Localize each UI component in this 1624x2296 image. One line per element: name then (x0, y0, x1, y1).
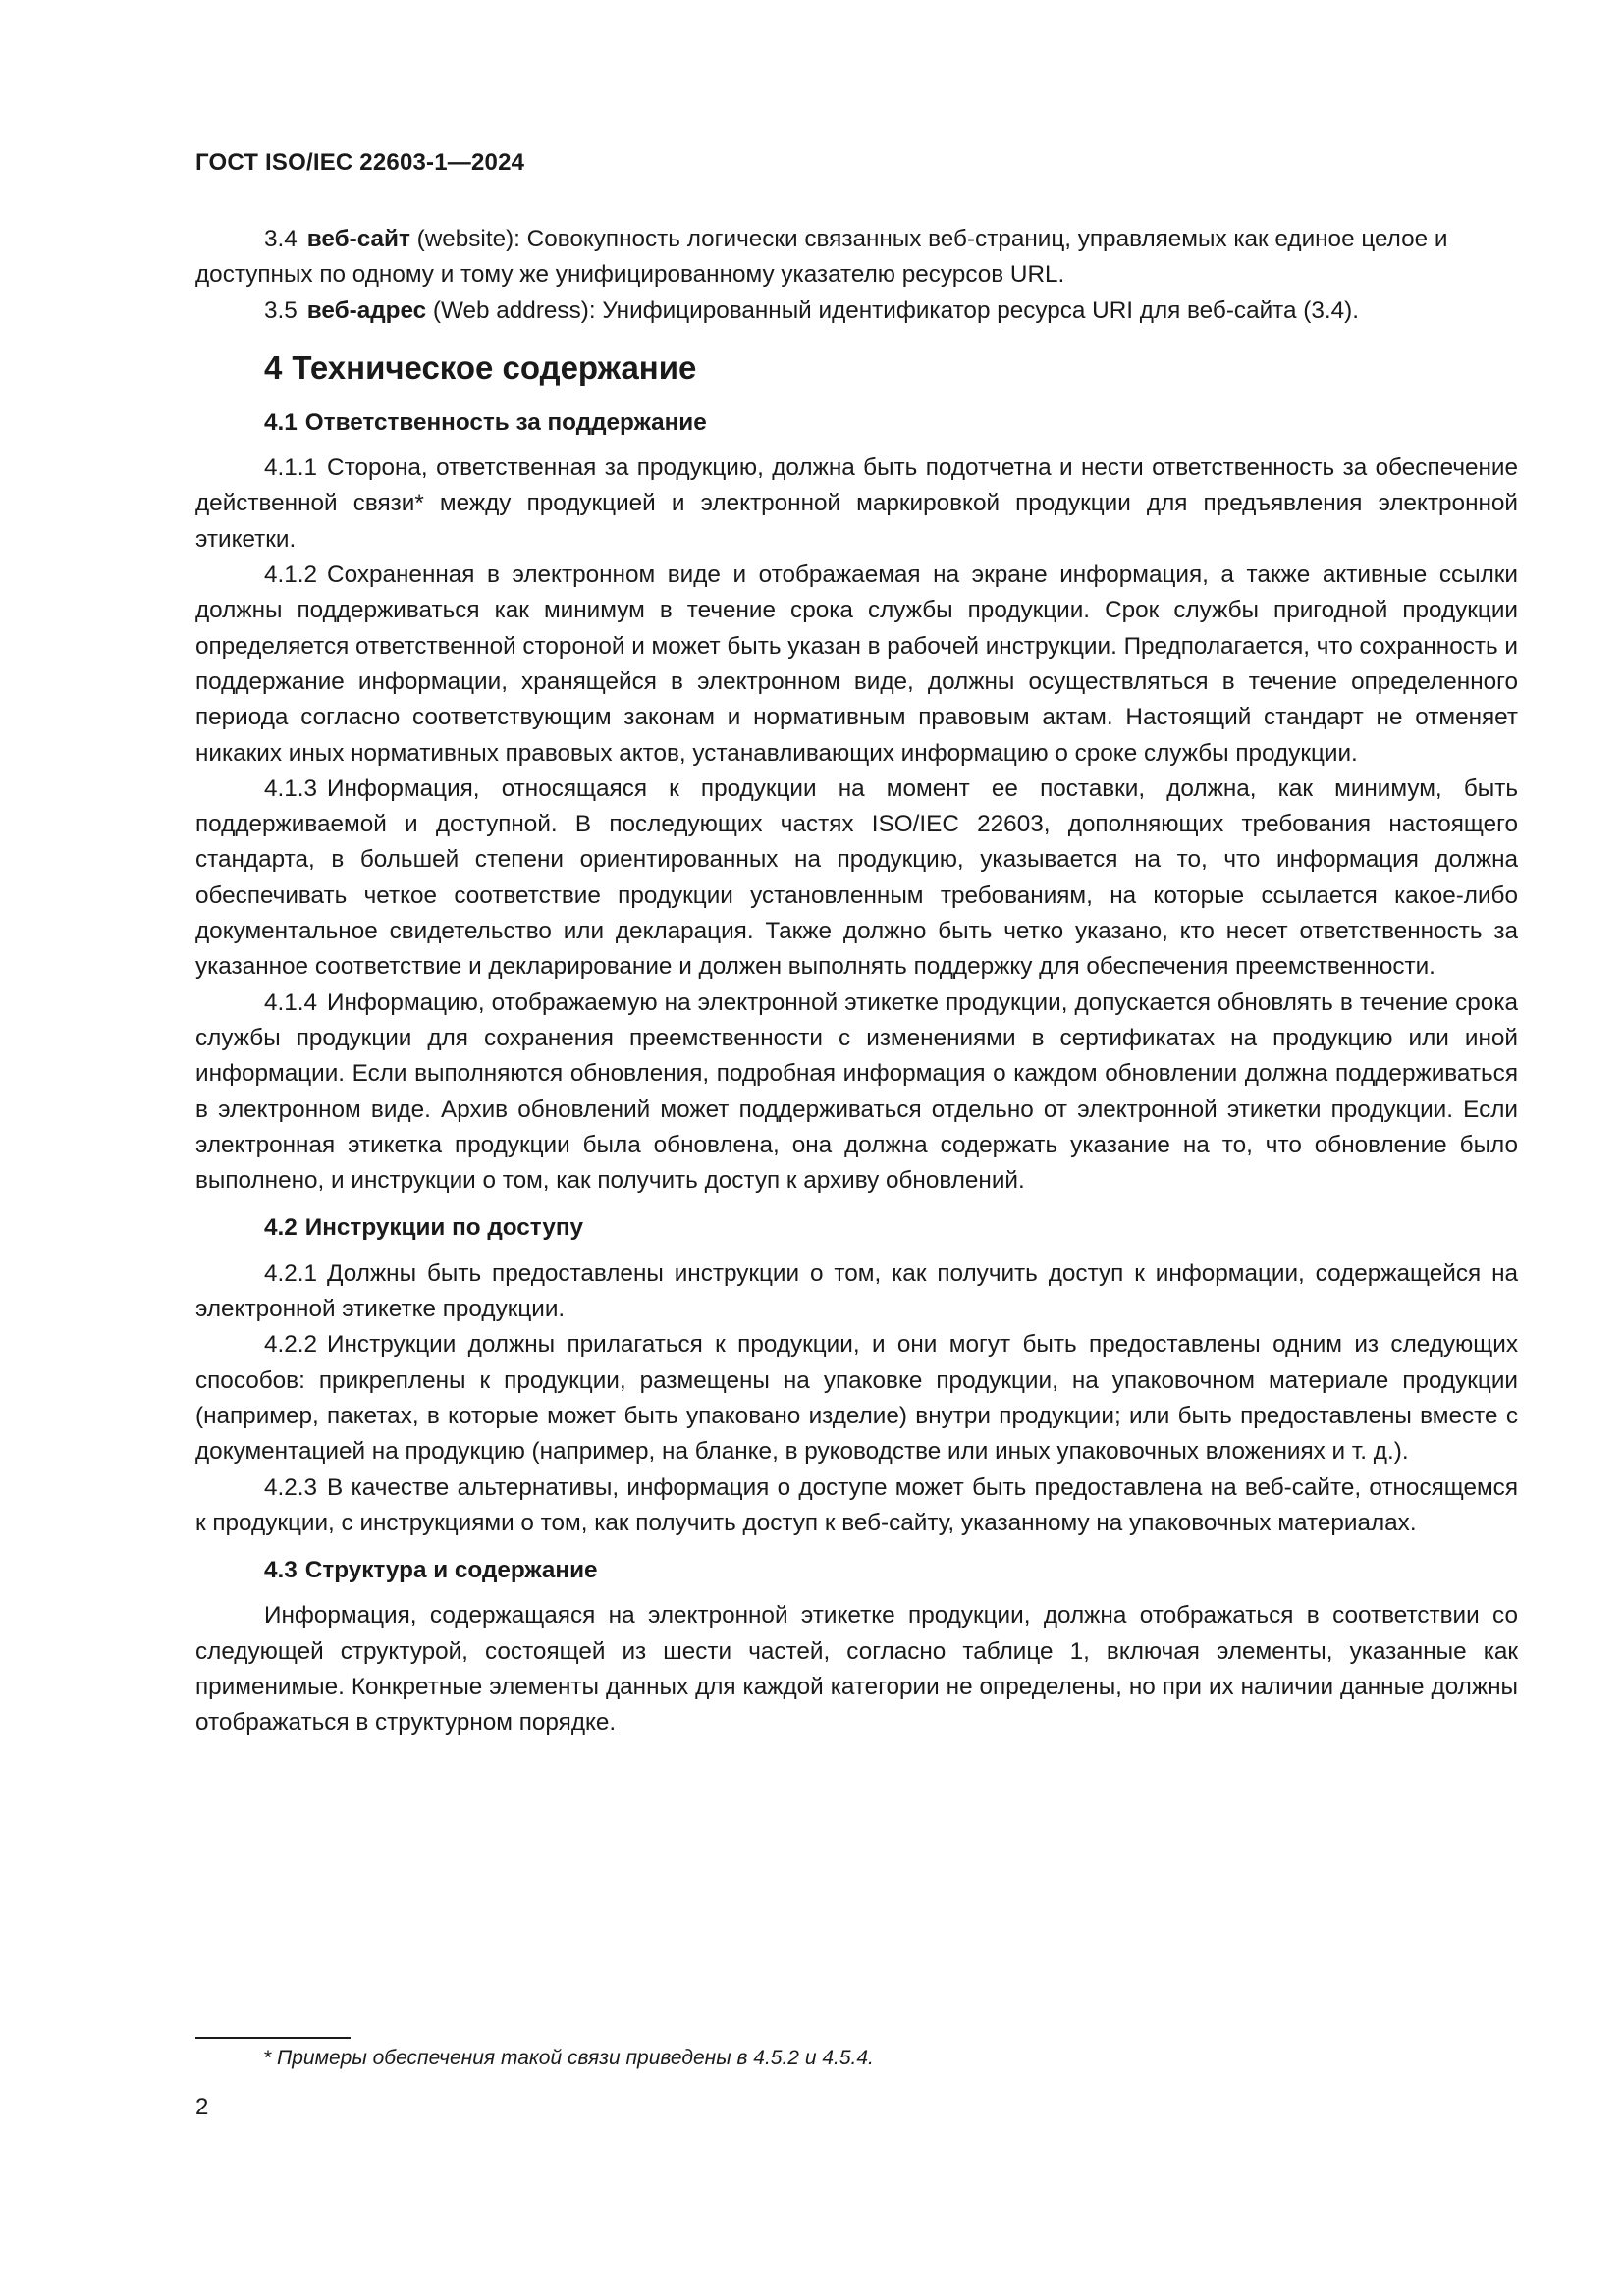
paragraph-4-1-1 (195, 451, 1518, 558)
page-number: 2 (195, 2094, 209, 2120)
definition-term: веб-сайт (306, 226, 410, 252)
section-heading-4 (264, 347, 1518, 390)
paragraph-text: Информацию, отображаемую на электронной этикетке продукции, допускается обновлять в течение срока службы продукции для сохранения преемственности с изменениями в сертификатах на продукцию или иной информации. Если выполняются обновления, подробная информация о каждом обновлении должна поддерживаться в электронном виде. Архив обновлений может поддерживаться отдельно от электронной этикетки продукции. Если электронная этикетка продукции была обновлена, она должна содержать указание на то, что обновление было выполнено, и инструкции о том, как получить доступ к архиву обновлений. (195, 988, 1518, 1195)
section-title: Техническое содержание (292, 348, 697, 386)
document-body (195, 222, 1518, 1741)
subsection-title: Ответственность за поддержание (304, 408, 707, 436)
paragraph-text: Информация, относящаяся к продукции на момент ее поставки, должна, как минимум, быть поддерживаемой и доступной. В последующих частях ISO/IEC 22603, дополняющих требования настоящего стандарта, в большей степени ориентированных на продукцию, указывается на то, что информация должна обеспечивать четкое соответствие продукции установленным требованиям, на которые ссылается какое-либо документальное свидетельство или декларация. Также должно быть четко указано, кто несет ответственность за указанное соответствие и декларирование и должен выполнять поддержку для обеспечения преемственности. (195, 774, 1518, 981)
clause-number: 4.1.2 (264, 561, 318, 589)
subsection-heading-4-1 (264, 405, 1518, 441)
footnote-divider (195, 2037, 351, 2039)
footnote: * Примеры обеспечения такой связи приведены в 4.5.2 и 4.5.4. (263, 2047, 874, 2069)
clause-number: 3.5 (264, 296, 298, 324)
clause-number: 3.4 (264, 226, 298, 252)
definition-text: (Web address): Унифицированный идентификатор ресурса URI для веб-сайта (3.4). (426, 296, 1359, 324)
subsection-number: 4.3 (264, 1557, 298, 1584)
subsection-title: Структура и содержание (304, 1557, 598, 1584)
paragraph-text: Должны быть предоставлены инструкции о том, как получить доступ к информации, содержащейся на электронной этикетке продукции. (195, 1259, 1518, 1323)
subsection-title: Инструкции по доступу (304, 1214, 584, 1242)
paragraph-text: Сохраненная в электронном виде и отображаемая на экране информация, а также активные ссылки должны поддерживаться как минимум в течение срока службы продукции. Срок службы пригодной продукции определяется ответственной стороной и может быть указан в рабочей инструкции. Предполагается, что сохранность и поддержание информации, хранящейся в электронном виде, должны осуществляться в течение определенного периода согласно соответствующим законам и нормативным правовым актам. Настоящий стандарт не отменяет никаких иных нормативных правовых актов, устанавливающих информацию о сроке службы продукции. (195, 561, 1518, 767)
clause-number: 4.1.1 (264, 454, 318, 482)
clause-number: 4.1.3 (264, 774, 318, 802)
paragraph-4-2-2 (195, 1327, 1518, 1469)
subsection-number: 4.1 (264, 408, 298, 436)
definition-text: (website): Совокупность логически связанных веб-страниц, управляемых как единое целое и доступных по одному и тому же унифицированному указателю ресурсов URL. (195, 226, 1448, 289)
paragraph-4-1-2 (195, 558, 1518, 772)
subsection-heading-4-3 (264, 1553, 1518, 1588)
definition-3-5 (195, 294, 1518, 329)
clause-number: 4.2.2 (264, 1331, 318, 1359)
subsection-number: 4.2 (264, 1214, 298, 1242)
paragraph-4-1-3 (195, 772, 1518, 986)
subsection-heading-4-2 (264, 1210, 1518, 1246)
paragraph-text: В качестве альтернативы, информация о доступе может быть предоставлена на веб-сайте, относящемся к продукции, с инструкциями о том, как получить доступ к веб-сайту, указанному на упаковочных материалах. (195, 1473, 1518, 1536)
paragraph-4-3: Информация, содержащаяся на электронной этикетке продукции, должна отображаться в соответствии со следующей структурой, состоящей из шести частей, согласно таблице 1, включая элементы, указанные как применимые. Конкретные элементы данных для каждой категории не определены, но при их наличии данные должны отображаться в структурном порядке. (195, 1602, 1518, 1736)
paragraph-text: Сторона, ответственная за продукцию, должна быть подотчетна и нести ответственность за обеспечение действенной связи* между продукцией и электронной маркировкой продукции для предъявления электронной этикетки. (195, 454, 1518, 553)
definition-3-4 (195, 222, 1518, 294)
paragraph-4-2-3 (195, 1470, 1518, 1542)
paragraph-text: Инструкции должны прилагаться к продукции, и они могут быть предоставлены одним из следующих способов: прикреплены к продукции, размещены на упаковке продукции, на упаковочном материале продукции (например, пакетах, в которые может быть упаковано изделие) внутри продукции; или быть предоставлены вместе с документацией на продукцию (например, на бланке, в руководстве или иных упаковочных вложениях и т. д.). (195, 1331, 1518, 1466)
clause-number: 4.1.4 (264, 988, 318, 1016)
section-number: 4 (264, 348, 283, 386)
clause-number: 4.2.1 (264, 1259, 318, 1287)
paragraph-4-2-1 (195, 1256, 1518, 1328)
document-header-code: ГОСТ ISO/IEC 22603-1—2024 (195, 149, 525, 176)
definition-term: веб-адрес (306, 296, 427, 324)
paragraph-4-1-4 (195, 986, 1518, 1200)
clause-number: 4.2.3 (264, 1473, 318, 1501)
